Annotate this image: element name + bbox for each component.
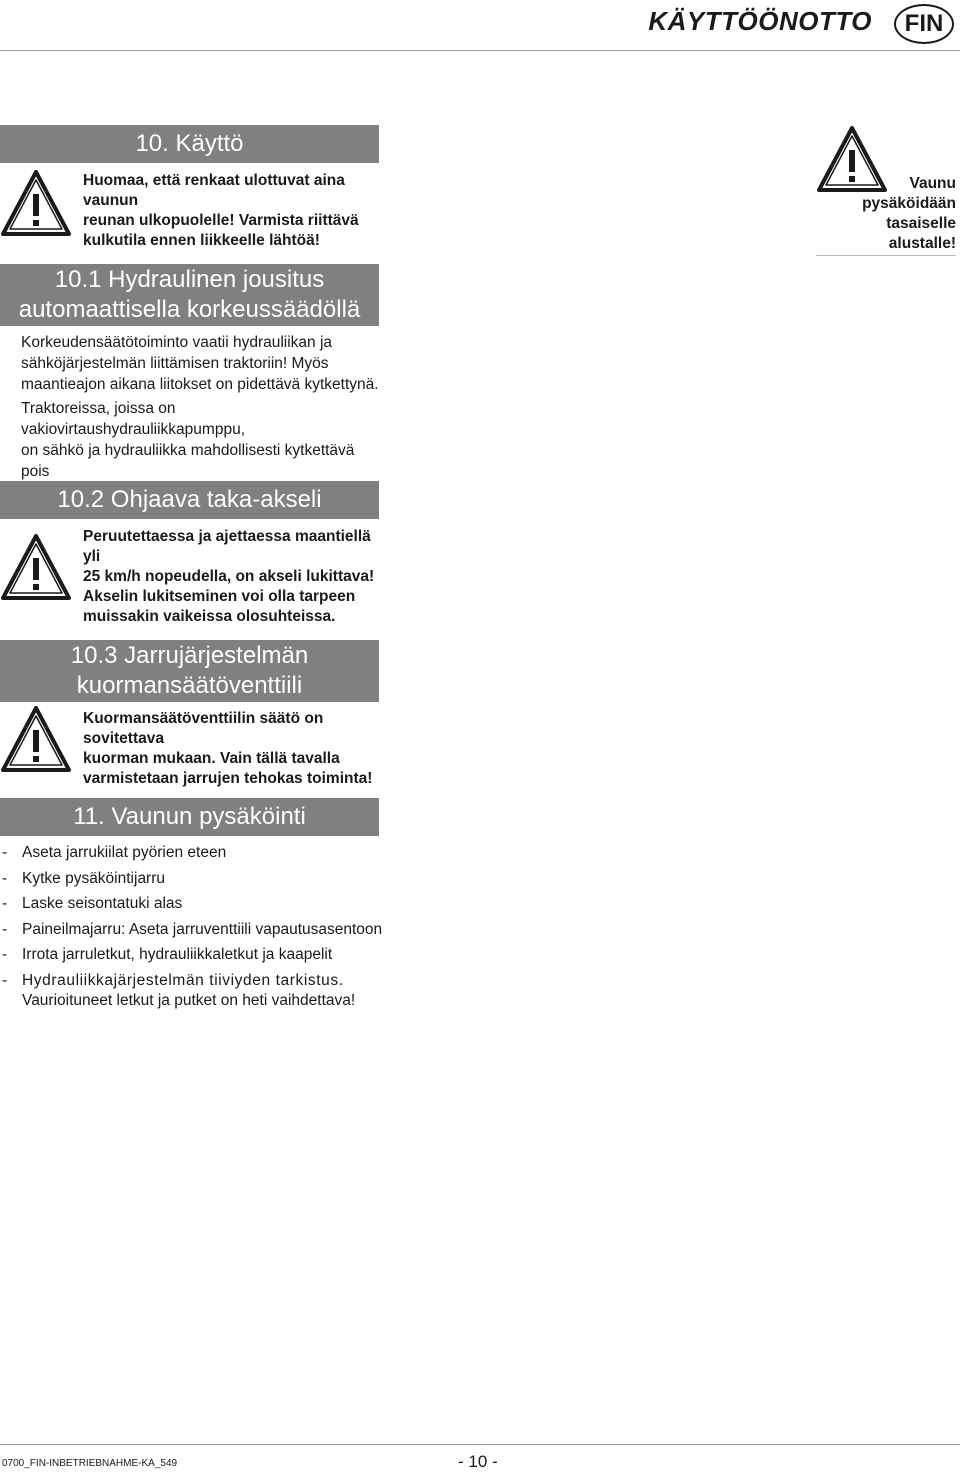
section-heading-11 <box>0 798 379 836</box>
list-item <box>0 840 390 866</box>
warning-text <box>83 527 379 627</box>
section-title-line: kuormansäätöventtiili <box>76 672 303 699</box>
warning-line: varmistetaan jarrujen tehokas toiminta! <box>83 770 373 787</box>
section-heading-10-2 <box>0 481 379 519</box>
warning-line: Peruutettaessa ja ajettaessa maantiellä yli <box>83 528 371 565</box>
side-note-line: alustalle! <box>888 235 956 252</box>
section-title: 10. Käyttö <box>135 130 244 157</box>
page-number: - 10 - <box>458 1452 498 1471</box>
list-item-text: Irrota jarruletkut, hydrauliikkaletkut ja kaapelit <box>22 946 333 963</box>
parking-steps-list <box>0 840 390 1011</box>
list-item-text: Paineilmajarru: Aseta jarruventtiili vapautusasentoon <box>22 920 383 938</box>
warning-line: reunan ulkopuolelle! Varmista riittävä <box>83 212 359 229</box>
warning-line: muissakin vaikeissa olosuhteissa. <box>83 608 336 625</box>
side-note-line: pysäköidään <box>862 195 956 212</box>
section-title: 11. Vaunun pysäköinti <box>73 803 306 830</box>
warning-icon <box>0 532 72 602</box>
list-item-text: Vaurioituneet letkut ja putket on heti vaihdettava! <box>22 991 356 1009</box>
header-divider <box>0 50 960 51</box>
warning-line: 25 km/h nopeudella, on akseli lukittava! <box>83 568 375 585</box>
warning-line: Akselin lukitseminen voi olla tarpeen <box>83 588 356 605</box>
side-note-line: tasaiselle <box>886 215 956 232</box>
list-item <box>0 891 390 917</box>
side-warning-note <box>816 174 956 254</box>
list-item-text: - Hydrauliikkajärjestelmän tiiviyden tarkistus. <box>22 971 344 989</box>
side-note-divider <box>816 255 956 256</box>
list-item-text: Laske seisontatuki alas <box>22 895 183 912</box>
warning-text <box>83 171 379 251</box>
warning-line: Kuormansäätöventtiilin säätö on sovitettava <box>83 710 324 747</box>
warning-line: Huomaa, että renkaat ulottuvat aina vaunun <box>83 172 345 209</box>
page-header-title: KÄYTTÖÖNOTTO <box>648 6 872 36</box>
warning-text <box>83 709 379 789</box>
paragraph-line: sähköjärjestelmän liittämisen traktoriin! Myös <box>21 355 329 372</box>
list-item <box>0 917 390 943</box>
side-note-line: Vaunu <box>909 175 956 192</box>
paragraph-line: on sähkö ja hydrauliikka mahdollisesti kytkettävä pois <box>21 442 355 480</box>
paragraph-line: maantieajon aikana liitokset on pidettävä kytkettynä. <box>21 376 379 393</box>
paragraph-line: Traktoreissa, joissa on vakiovirtaushydrauliikkapumppu, <box>21 400 246 438</box>
warning-icon <box>0 704 72 774</box>
paragraph-line: Korkeudensäätötoiminto vaatii hydrauliikan ja <box>21 334 333 351</box>
warning-icon <box>0 168 72 238</box>
section-heading-10 <box>0 125 379 163</box>
document-code: 0700_FIN-INBETRIEBNAHME-KA_549 <box>2 1458 178 1469</box>
language-badge: FIN <box>894 4 954 44</box>
section-title-line: automaattisella korkeussäädöllä <box>18 296 361 323</box>
section-heading-10-1 <box>0 264 379 326</box>
list-item-text: Kytke pysäköintijarru <box>22 869 166 887</box>
section-title-line: 10.3 Jarrujärjestelmän <box>70 642 309 669</box>
list-item <box>0 942 390 968</box>
section-title: 10.2 Ohjaava taka-akseli <box>57 486 322 513</box>
paragraph <box>21 332 381 395</box>
footer-divider <box>0 1444 960 1445</box>
warning-line: kulkutila ennen liikkeelle lähtöä! <box>83 232 320 249</box>
section-heading-10-3 <box>0 640 379 702</box>
list-item <box>0 866 390 892</box>
warning-line: kuorman mukaan. Vain tällä tavalla <box>83 750 340 767</box>
list-item <box>0 971 390 1011</box>
section-title-line: 10.1 Hydraulinen jousitus <box>54 266 325 293</box>
list-item-text: Aseta jarrukiilat pyörien eteen <box>22 844 227 861</box>
